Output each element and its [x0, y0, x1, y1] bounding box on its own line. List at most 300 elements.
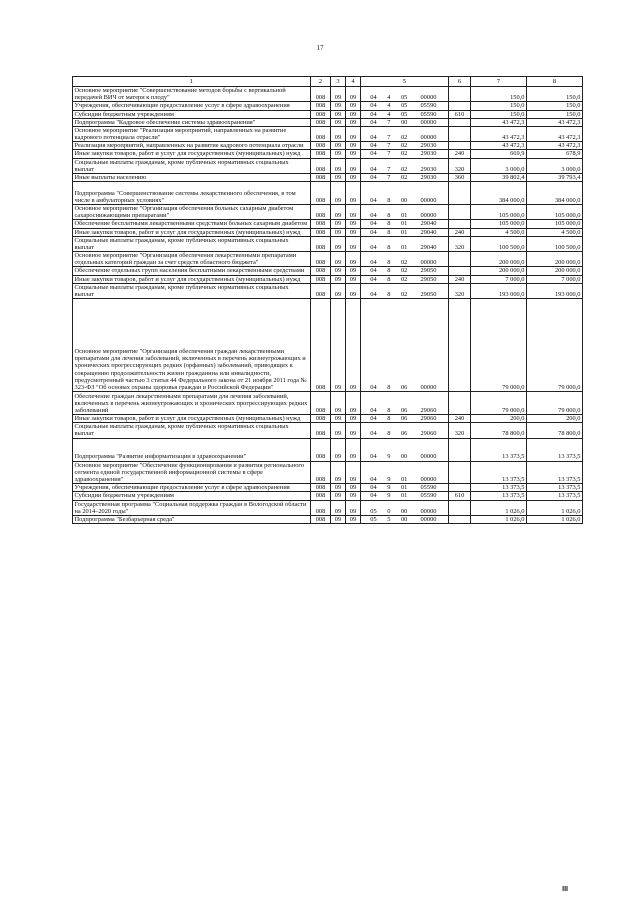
row-ministry-code: 008: [311, 252, 331, 267]
code-subprogram: 8: [387, 196, 391, 204]
row-ministry-code: 008: [311, 142, 331, 150]
row-amount-year1: 13 373,5: [471, 484, 527, 492]
row-subsection: 09: [346, 492, 361, 500]
row-amount-year2: 384 000,0: [527, 182, 583, 205]
row-amount-year1: 100 500,0: [471, 236, 527, 251]
row-subsection: 09: [346, 102, 361, 110]
row-amount-year2: 150,0: [527, 110, 583, 118]
code-measure: 06: [400, 406, 408, 414]
code-subprogram: 7: [387, 150, 391, 158]
row-amount-year1: 105 000,0: [471, 220, 527, 228]
row-target-article: [361, 228, 449, 236]
row-target-article: [361, 205, 449, 220]
code-direction: 29030: [420, 150, 437, 158]
header-cell: 4: [346, 77, 361, 87]
code-subprogram: 8: [387, 220, 391, 228]
row-ministry-code: 008: [311, 492, 331, 500]
row-ministry-code: 008: [311, 150, 331, 158]
row-expense-type: [449, 299, 471, 392]
code-subprogram: 8: [387, 415, 391, 423]
header-cell: 1: [73, 77, 311, 87]
code-direction: 00000: [420, 118, 437, 126]
code-program: 04: [370, 415, 377, 423]
table-row: [73, 484, 583, 492]
code-direction: 29050: [420, 267, 437, 275]
row-section: 09: [331, 275, 346, 283]
code-subprogram: 7: [387, 118, 391, 126]
code-subprogram: 9: [387, 492, 391, 500]
row-ministry-code: 008: [311, 118, 331, 126]
code-subprogram: 7: [387, 134, 391, 142]
code-program: 04: [370, 212, 377, 220]
code-measure: 00: [400, 453, 408, 461]
code-measure: 02: [400, 173, 408, 181]
row-name: Реализация мероприятий, направленных на развитие кадрового потенциала отрасли: [73, 142, 311, 150]
row-ministry-code: 008: [311, 299, 331, 392]
code-program: 04: [370, 220, 377, 228]
row-section: 09: [331, 500, 346, 515]
row-name: Субсидии бюджетным учреждениям: [73, 492, 311, 500]
code-direction: 29030: [420, 165, 437, 173]
row-name: Подпрограмма "Совершенствование системы лекарственного обеспечения, в том числе в амбулаторных условиях": [73, 182, 311, 205]
row-subsection: 09: [346, 110, 361, 118]
row-subsection: 09: [346, 150, 361, 158]
row-section: 09: [331, 438, 346, 461]
row-amount-year2: 200,0: [527, 415, 583, 423]
code-measure: 05: [400, 102, 408, 110]
code-measure: 01: [400, 492, 408, 500]
row-target-article: [361, 236, 449, 251]
row-name: Обеспечение граждан лекарственными препаратами для лечения заболеваний, включенных в перечень жизнеугрожающих и хронических прогрессирующих редких заболеваний: [73, 392, 311, 415]
row-expense-type: [449, 515, 471, 523]
row-expense-type: [449, 118, 471, 126]
row-amount-year1: 1 026,0: [471, 500, 527, 515]
row-amount-year1: 43 472,3: [471, 126, 527, 141]
code-measure: 06: [400, 415, 408, 423]
row-name: Социальные выплаты гражданам, кроме публичных нормативных социальных выплат: [73, 423, 311, 438]
row-expense-type: [449, 500, 471, 515]
row-expense-type: 320: [449, 423, 471, 438]
code-measure: 05: [400, 110, 408, 118]
row-target-article: [361, 423, 449, 438]
code-measure: 02: [400, 275, 408, 283]
row-section: 09: [331, 182, 346, 205]
row-amount-year2: 4 500,0: [527, 228, 583, 236]
row-amount-year2: 105 000,0: [527, 205, 583, 220]
code-direction: 29050: [420, 275, 437, 283]
row-name: Основное мероприятие "Совершенствование методов борьбы с вертикальной передачей ВИЧ от матери к плоду": [73, 87, 311, 102]
row-target-article: [361, 126, 449, 141]
table-row: [73, 102, 583, 110]
table-row: [73, 228, 583, 236]
row-subsection: 09: [346, 236, 361, 251]
row-section: 09: [331, 205, 346, 220]
row-expense-type: [449, 87, 471, 102]
row-amount-year2: 200 000,0: [527, 252, 583, 267]
code-measure: 06: [400, 430, 408, 438]
table-row: [73, 252, 583, 267]
row-ministry-code: 008: [311, 515, 331, 523]
row-amount-year2: 79 000,0: [527, 299, 583, 392]
row-ministry-code: 008: [311, 126, 331, 141]
table-row: [73, 173, 583, 181]
code-program: 05: [370, 507, 377, 515]
header-cell: 8: [527, 77, 583, 87]
code-direction: 29040: [420, 243, 437, 251]
row-amount-year2: 39 793,4: [527, 173, 583, 181]
row-expense-type: [449, 438, 471, 461]
row-amount-year1: 150,0: [471, 102, 527, 110]
row-target-article: [361, 275, 449, 283]
table-row: [73, 267, 583, 275]
row-expense-type: [449, 182, 471, 205]
row-target-article: [361, 438, 449, 461]
row-amount-year2: 100 500,0: [527, 236, 583, 251]
code-program: 05: [370, 515, 377, 523]
code-subprogram: 8: [387, 383, 391, 391]
code-measure: 02: [400, 259, 408, 267]
row-section: 09: [331, 102, 346, 110]
code-program: 04: [370, 102, 377, 110]
code-program: 04: [370, 243, 377, 251]
row-subsection: 09: [346, 220, 361, 228]
row-section: 09: [331, 423, 346, 438]
table-row: [73, 126, 583, 141]
row-subsection: 09: [346, 392, 361, 415]
row-expense-type: [449, 142, 471, 150]
row-expense-type: 610: [449, 110, 471, 118]
code-program: 04: [370, 430, 377, 438]
row-expense-type: [449, 126, 471, 141]
row-target-article: [361, 283, 449, 298]
row-expense-type: 240: [449, 228, 471, 236]
row-section: 09: [331, 87, 346, 102]
row-ministry-code: 008: [311, 267, 331, 275]
budget-table: [72, 76, 583, 524]
row-target-article: [361, 142, 449, 150]
row-ministry-code: 008: [311, 415, 331, 423]
code-measure: 02: [400, 267, 408, 275]
code-measure: 05: [400, 94, 408, 102]
code-measure: 02: [400, 150, 408, 158]
row-target-article: [361, 102, 449, 110]
row-subsection: 09: [346, 228, 361, 236]
row-amount-year2: 150,0: [527, 102, 583, 110]
row-subsection: 09: [346, 484, 361, 492]
row-expense-type: 320: [449, 283, 471, 298]
row-amount-year1: 78 800,0: [471, 423, 527, 438]
row-amount-year2: 3 000,0: [527, 158, 583, 173]
row-name: Подпрограмма "Кадровое обеспечение системы здравоохранения": [73, 118, 311, 126]
row-target-article: [361, 515, 449, 523]
code-subprogram: 8: [387, 267, 391, 275]
code-subprogram: 0: [387, 507, 391, 515]
row-section: 09: [331, 461, 346, 484]
row-subsection: 09: [346, 173, 361, 181]
code-direction: 00000: [420, 196, 437, 204]
row-amount-year2: 79 000,0: [527, 392, 583, 415]
code-program: 04: [370, 484, 377, 492]
code-subprogram: 8: [387, 212, 391, 220]
table-row: [73, 500, 583, 515]
code-measure: 02: [400, 134, 408, 142]
code-subprogram: 9: [387, 484, 391, 492]
row-target-article: [361, 492, 449, 500]
code-program: 04: [370, 492, 377, 500]
row-expense-type: [449, 461, 471, 484]
row-name: Социальные выплаты гражданам, кроме публичных нормативных социальных выплат: [73, 158, 311, 173]
row-name: Субсидии бюджетным учреждениям: [73, 110, 311, 118]
row-target-article: [361, 150, 449, 158]
row-target-article: [361, 252, 449, 267]
row-name: Основное мероприятие "Организация обеспечения лекарственными препаратами отдельных категорий граждан за счет средств областного бюджета": [73, 252, 311, 267]
row-amount-year2: 1 026,0: [527, 515, 583, 523]
code-direction: 29060: [420, 430, 437, 438]
row-section: 09: [331, 283, 346, 298]
row-name: Подпрограмма "Развитие информатизации в здравоохранении": [73, 438, 311, 461]
row-ministry-code: 008: [311, 423, 331, 438]
row-expense-type: 240: [449, 275, 471, 283]
row-section: 09: [331, 173, 346, 181]
row-subsection: 09: [346, 423, 361, 438]
row-amount-year1: 200,0: [471, 415, 527, 423]
footer-mark: III: [562, 886, 568, 893]
row-target-article: [361, 87, 449, 102]
table-row: [73, 150, 583, 158]
row-ministry-code: 008: [311, 205, 331, 220]
code-program: 04: [370, 165, 377, 173]
row-amount-year1: 13 373,5: [471, 492, 527, 500]
row-expense-type: [449, 267, 471, 275]
code-direction: 05590: [420, 102, 437, 110]
row-expense-type: 320: [449, 158, 471, 173]
table-row: [73, 283, 583, 298]
code-measure: 01: [400, 220, 408, 228]
header-row: [73, 77, 583, 87]
code-measure: 01: [400, 475, 408, 483]
code-measure: 01: [400, 212, 408, 220]
row-expense-type: [449, 205, 471, 220]
row-target-article: [361, 158, 449, 173]
row-subsection: 09: [346, 500, 361, 515]
row-amount-year1: 384 000,0: [471, 182, 527, 205]
code-subprogram: 8: [387, 243, 391, 251]
row-section: 09: [331, 142, 346, 150]
row-amount-year2: 150,0: [527, 87, 583, 102]
row-ministry-code: 008: [311, 158, 331, 173]
table-row: [73, 158, 583, 173]
row-amount-year1: 13 373,5: [471, 461, 527, 484]
row-subsection: 09: [346, 252, 361, 267]
code-measure: 01: [400, 484, 408, 492]
code-direction: 00000: [420, 259, 437, 267]
row-amount-year1: 13 373,5: [471, 438, 527, 461]
code-subprogram: 4: [387, 102, 391, 110]
code-measure: 01: [400, 243, 408, 251]
table-row: [73, 492, 583, 500]
code-program: 04: [370, 383, 377, 391]
row-expense-type: 320: [449, 236, 471, 251]
code-program: 04: [370, 150, 377, 158]
code-program: 04: [370, 228, 377, 236]
code-direction: 05590: [420, 492, 437, 500]
code-direction: 29040: [420, 220, 437, 228]
row-section: 09: [331, 252, 346, 267]
row-ministry-code: 008: [311, 182, 331, 205]
code-direction: 05590: [420, 484, 437, 492]
code-subprogram: 8: [387, 290, 391, 298]
code-measure: 00: [400, 507, 408, 515]
row-section: 09: [331, 150, 346, 158]
row-target-article: [361, 461, 449, 484]
row-name: Основное мероприятие "Организация обеспечения больных сахарным диабетом сахароснижающими препаратами": [73, 205, 311, 220]
row-subsection: 09: [346, 438, 361, 461]
row-expense-type: 240: [449, 415, 471, 423]
row-amount-year2: 13 373,5: [527, 438, 583, 461]
code-subprogram: 8: [387, 259, 391, 267]
row-amount-year2: 13 373,5: [527, 461, 583, 484]
row-section: 09: [331, 267, 346, 275]
code-subprogram: 9: [387, 475, 391, 483]
code-direction: 29060: [420, 406, 437, 414]
row-amount-year1: 200 000,0: [471, 252, 527, 267]
row-section: 09: [331, 110, 346, 118]
page-number: 17: [316, 44, 324, 52]
row-subsection: 09: [346, 182, 361, 205]
row-subsection: 09: [346, 461, 361, 484]
row-name: Учреждения, обеспечивающие предоставление услуг в сфере здравоохранения: [73, 484, 311, 492]
row-name: Иные выплаты населению: [73, 173, 311, 181]
row-subsection: 09: [346, 515, 361, 523]
code-subprogram: 9: [387, 453, 391, 461]
row-section: 09: [331, 118, 346, 126]
code-program: 04: [370, 290, 377, 298]
code-direction: 29040: [420, 228, 437, 236]
code-measure: 01: [400, 228, 408, 236]
code-direction: 29050: [420, 290, 437, 298]
row-target-article: [361, 118, 449, 126]
row-expense-type: [449, 220, 471, 228]
row-section: 09: [331, 228, 346, 236]
code-subprogram: 8: [387, 275, 391, 283]
row-ministry-code: 008: [311, 228, 331, 236]
header-cell: 6: [449, 77, 471, 87]
row-name: Иные закупки товаров, работ и услуг для государственных (муниципальных) нужд: [73, 415, 311, 423]
row-target-article: [361, 484, 449, 492]
table-row: [73, 182, 583, 205]
table-row: [73, 87, 583, 102]
code-direction: 29030: [420, 142, 437, 150]
code-subprogram: 8: [387, 228, 391, 236]
row-target-article: [361, 299, 449, 392]
code-subprogram: 5: [387, 515, 391, 523]
code-measure: 00: [400, 118, 408, 126]
code-program: 04: [370, 275, 377, 283]
row-name: Основное мероприятие "Реализация мероприятий, направленных на развитие кадрового потенциала отрасли": [73, 126, 311, 141]
table-row: [73, 423, 583, 438]
row-subsection: 09: [346, 275, 361, 283]
row-expense-type: [449, 484, 471, 492]
row-target-article: [361, 182, 449, 205]
table-row: [73, 438, 583, 461]
row-target-article: [361, 173, 449, 181]
row-amount-year2: 13 373,5: [527, 484, 583, 492]
row-amount-year1: 150,0: [471, 110, 527, 118]
row-expense-type: 610: [449, 492, 471, 500]
code-subprogram: 7: [387, 142, 391, 150]
row-amount-year1: 7 000,0: [471, 275, 527, 283]
row-ministry-code: 008: [311, 461, 331, 484]
code-direction: 29030: [420, 173, 437, 181]
code-subprogram: 4: [387, 94, 391, 102]
row-name: Социальные выплаты гражданам, кроме публичных нормативных социальных выплат: [73, 236, 311, 251]
row-subsection: 09: [346, 267, 361, 275]
row-amount-year2: 105 000,0: [527, 220, 583, 228]
row-amount-year1: 150,0: [471, 87, 527, 102]
code-program: 04: [370, 475, 377, 483]
code-subprogram: 8: [387, 430, 391, 438]
code-subprogram: 7: [387, 173, 391, 181]
row-subsection: 09: [346, 126, 361, 141]
code-subprogram: 7: [387, 165, 391, 173]
code-direction: 00000: [420, 507, 437, 515]
row-amount-year1: 3 000,0: [471, 158, 527, 173]
row-subsection: 09: [346, 118, 361, 126]
row-ministry-code: 008: [311, 87, 331, 102]
row-name: Учреждения, обеспечивающие предоставление услуг в сфере здравоохранения: [73, 102, 311, 110]
code-program: 04: [370, 142, 377, 150]
row-amount-year1: 79 000,0: [471, 299, 527, 392]
header-cell: 3: [331, 77, 346, 87]
row-section: 09: [331, 415, 346, 423]
row-section: 09: [331, 515, 346, 523]
row-amount-year2: 43 472,3: [527, 126, 583, 141]
row-section: 09: [331, 158, 346, 173]
row-ministry-code: 008: [311, 500, 331, 515]
code-direction: 00000: [420, 475, 437, 483]
row-subsection: 09: [346, 205, 361, 220]
row-target-article: [361, 392, 449, 415]
row-name: Иные закупки товаров, работ и услуг для государственных (муниципальных) нужд: [73, 228, 311, 236]
table-row: [73, 142, 583, 150]
row-ministry-code: 008: [311, 110, 331, 118]
row-ministry-code: 008: [311, 220, 331, 228]
row-name: Основное мероприятие "Организация обеспечения граждан лекарственными препаратами для лечения заболеваний, включенных в перечень жизнеугрожающих и хронических прогрессирующих редких (орфанных) заболеваний, приводящих к сокращению продолжительности жизни гражданина или инвалидности, предусмотренный частью 3 статьи 44 Федерального закона от 21 ноября 2011 года № 323-ФЗ "Об основах охраны здоровья граждан в Российской Федерации": [73, 299, 311, 392]
code-measure: 02: [400, 142, 408, 150]
table-row: [73, 415, 583, 423]
table-row: [73, 392, 583, 415]
table-row: [73, 461, 583, 484]
code-subprogram: 4: [387, 110, 391, 118]
row-name: Государственная программа "Социальная поддержка граждан в Вологодской области на 2014–2020 годы": [73, 500, 311, 515]
row-amount-year1: 1 026,0: [471, 515, 527, 523]
row-expense-type: [449, 252, 471, 267]
row-amount-year2: 1 026,0: [527, 500, 583, 515]
row-ministry-code: 008: [311, 236, 331, 251]
code-program: 04: [370, 118, 377, 126]
code-program: 04: [370, 267, 377, 275]
row-section: 09: [331, 392, 346, 415]
table-row: [73, 118, 583, 126]
row-name: Обеспечение бесплатными лекарственными средствами больных сахарным диабетом: [73, 220, 311, 228]
row-subsection: 09: [346, 283, 361, 298]
code-program: 04: [370, 406, 377, 414]
row-expense-type: [449, 102, 471, 110]
code-program: 04: [370, 110, 377, 118]
row-amount-year2: 678,9: [527, 150, 583, 158]
row-target-article: [361, 500, 449, 515]
table-row: [73, 275, 583, 283]
